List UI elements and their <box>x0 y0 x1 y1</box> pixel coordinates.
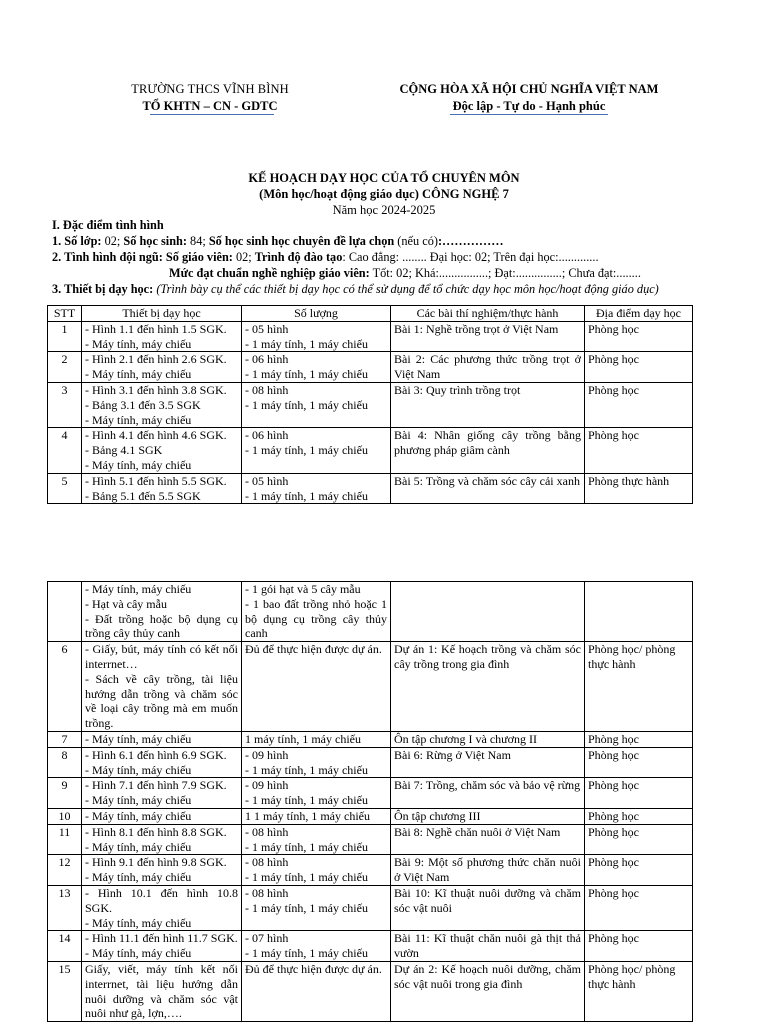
department-name: TỔ KHTN – CN - GDTC <box>142 99 278 113</box>
equipment-line: - Máy tính, máy chiếu <box>85 367 192 382</box>
table-row <box>48 382 693 427</box>
school-header <box>110 81 310 115</box>
equipment-line: - Hình 1.1 đến hình 1.5 SGK. <box>85 321 227 336</box>
cell-quantity <box>242 642 391 732</box>
cell-quantity <box>242 824 391 855</box>
national-header <box>383 81 675 115</box>
class-count-label: 1. Số lớp: <box>52 234 102 248</box>
cell-lesson: Bài 5: Trồng và chăm sóc cây cải xanh <box>391 473 585 504</box>
teacher-count-value: 02; <box>232 250 255 264</box>
cell-quantity <box>242 808 391 824</box>
equipment-line: - Hình 4.1 đến hình 4.6 SGK. <box>85 428 227 443</box>
cell-quantity <box>242 473 391 504</box>
equipment-note: (Trình bày cụ thể các thiết bị dạy học có thể sử dụng để tổ chức dạy học môn học/hoạt động giáo dục) <box>153 282 659 296</box>
cell-equipment <box>82 731 242 747</box>
cell-location: Phòng học <box>585 931 693 962</box>
cell-lesson: Bài 7: Trồng, chăm sóc và bảo vệ rừng <box>391 778 585 809</box>
table-row <box>48 824 693 855</box>
cell-equipment <box>82 808 242 824</box>
quantity-line: Đủ để thực hiện được dự án. <box>245 961 382 976</box>
table-row <box>48 931 693 962</box>
special-students-label: Số học sinh học chuyên đề lựa chọn <box>208 234 395 248</box>
cell-stt: 11 <box>48 824 82 855</box>
cell-lesson: Dự án 1: Kế hoạch trồng và chăm sóc cây trồng trong gia đình <box>391 642 585 732</box>
cell-stt: 10 <box>48 808 82 824</box>
equipment-line: - Bảng 5.1 đến 5.5 SGK <box>85 488 201 503</box>
cell-equipment <box>82 642 242 732</box>
degree-label: Trình độ đào tạo <box>254 250 343 264</box>
cell-stt: 2 <box>48 352 82 383</box>
quantity-line: - 1 máy tính, 1 máy chiếu <box>245 367 368 382</box>
quantity-line: - 08 hình <box>245 824 289 839</box>
cell-quantity <box>242 961 391 1021</box>
teacher-count-label: Số giáo viên: <box>162 250 233 264</box>
cell-equipment <box>82 321 242 352</box>
cell-stt: 4 <box>48 428 82 473</box>
quantity-line: - 07 hình <box>245 931 289 946</box>
equipment-line: - Hình 2.1 đến hình 2.6 SGK. <box>85 352 227 367</box>
quantity-line: - 1 máy tính, 1 máy chiếu <box>245 488 368 503</box>
equipment-line: - Hình 3.1 đến hình 3.8 SGK. <box>85 382 227 397</box>
cell-stt: 13 <box>48 885 82 930</box>
cell-equipment <box>82 931 242 962</box>
equipment-line: - Bảng 3.1 đến 3.5 SGK <box>85 397 201 412</box>
cell-location: Phòng học <box>585 808 693 824</box>
equipment-line: - Máy tính, máy chiếu <box>85 870 192 885</box>
national-motto: Độc lập - Tự do - Hạnh phúc <box>452 99 606 113</box>
cell-equipment <box>82 747 242 778</box>
quantity-line: - 08 hình <box>245 382 289 397</box>
department-underline <box>150 114 274 115</box>
col-header-equipment: Thiết bị dạy học <box>82 306 242 322</box>
cell-equipment <box>82 961 242 1021</box>
equipment-line: - Máy tính, máy chiếu <box>85 336 192 351</box>
table-row <box>48 961 693 1021</box>
school-year: Năm học 2024-2025 <box>332 203 436 217</box>
cell-equipment <box>82 352 242 383</box>
col-header-location: Địa điểm dạy học <box>585 306 693 322</box>
special-students-value: :…………… <box>437 234 504 248</box>
col-header-stt: STT <box>48 306 82 322</box>
quantity-line: Đủ để thực hiện được dự án. <box>245 642 382 657</box>
standard-level-label: Mức đạt chuẩn nghề nghiệp giáo viên: <box>169 266 370 280</box>
cell-stt: 8 <box>48 747 82 778</box>
equipment-line: - Máy tính, máy chiếu <box>85 762 192 777</box>
cell-stt: 14 <box>48 931 82 962</box>
quantity-line: - 1 bao đất trồng nhỏ hoặc 1 bộ dụng cụ trồng cây thủy canh <box>245 596 387 641</box>
special-students-note: (nếu có) <box>394 234 438 248</box>
equipment-line: - Máy tính, máy chiếu <box>85 582 192 596</box>
cell-location: Phòng học <box>585 382 693 427</box>
table-row <box>48 747 693 778</box>
col-header-quantity: Số lượng <box>242 306 391 322</box>
quantity-line: - 1 máy tính, 1 máy chiếu <box>245 443 368 458</box>
equipment-line: - Máy tính, máy chiếu <box>85 731 192 746</box>
quantity-line: 1 máy tính, 1 máy chiếu <box>245 731 361 746</box>
quantity-line: - 1 máy tính, 1 máy chiếu <box>245 762 368 777</box>
equipment-line: - Máy tính, máy chiếu <box>85 915 192 930</box>
equipment-info-line <box>52 281 742 297</box>
cell-lesson: Bài 11: Kĩ thuật chăn nuôi gà thịt thả vườn <box>391 931 585 962</box>
class-info-line <box>52 233 742 249</box>
equipment-line: - Đất trồng hoặc bộ dụng cụ trồng cây thủy canh <box>85 611 238 641</box>
quantity-line: - 05 hình <box>245 321 289 336</box>
cell-stt: 5 <box>48 473 82 504</box>
equipment-line: - Bảng 4.1 SGK <box>85 443 163 458</box>
section-heading: I. Đặc điểm tình hình <box>52 218 164 232</box>
cell-quantity <box>242 931 391 962</box>
cell-stt: 12 <box>48 855 82 886</box>
cell-lesson <box>391 582 585 642</box>
table-row <box>48 731 693 747</box>
cell-quantity <box>242 382 391 427</box>
quantity-line: - 1 máy tính, 1 máy chiếu <box>245 336 368 351</box>
quantity-line: - 05 hình <box>245 473 289 488</box>
equipment-line: - Máy tính, máy chiếu <box>85 793 192 808</box>
motto-underline <box>450 114 608 115</box>
equipment-line: - Máy tính, máy chiếu <box>85 412 192 427</box>
cell-equipment <box>82 885 242 930</box>
cell-lesson: Bài 2: Các phương thức trồng trọt ở Việt Nam <box>391 352 585 383</box>
cell-equipment <box>82 473 242 504</box>
quantity-line: - 1 máy tính, 1 máy chiếu <box>245 870 368 885</box>
document-subject: (Môn học/hoạt động giáo dục) CÔNG NGHỆ 7 <box>259 187 509 201</box>
equipment-table-continued <box>47 581 693 1022</box>
table-row <box>48 352 693 383</box>
cell-lesson: Bài 4: Nhân giống cây trồng bằng phương pháp giâm cành <box>391 428 585 473</box>
equipment-line: - Hạt và cây mẫu <box>85 596 167 611</box>
equipment-line: - Hình 6.1 đến hình 6.9 SGK. <box>85 747 227 762</box>
cell-lesson: Dự án 2: Kế hoạch nuôi dưỡng, chăm sóc vật nuôi trong gia đình <box>391 961 585 1021</box>
cell-location: Phòng học/ phòng thực hành <box>585 961 693 1021</box>
quantity-line: - 06 hình <box>245 352 289 367</box>
cell-location <box>585 582 693 642</box>
cell-stt <box>48 582 82 642</box>
quantity-line: - 1 máy tính, 1 máy chiếu <box>245 946 368 961</box>
cell-location: Phòng học <box>585 778 693 809</box>
cell-stt: 1 <box>48 321 82 352</box>
equipment-line: - Hình 10.1 đến hình 10.8 SGK. <box>85 885 238 915</box>
quantity-line: - 1 máy tính, 1 máy chiếu <box>245 900 368 915</box>
equipment-line: - Hình 8.1 đến hình 8.8 SGK. <box>85 824 227 839</box>
table-header-row <box>48 306 693 322</box>
class-count-value: 02; <box>101 234 124 248</box>
cell-equipment <box>82 582 242 642</box>
cell-equipment <box>82 778 242 809</box>
cell-location: Phòng học <box>585 885 693 930</box>
table-row <box>48 855 693 886</box>
cell-quantity <box>242 582 391 642</box>
cell-lesson: Bài 9: Một số phương thức chăn nuôi ở Việt Nam <box>391 855 585 886</box>
equipment-line: - Sách về cây trồng, tài liệu hướng dẫn trồng và chăm sóc về loại cây trồng mà em muốn trồng. <box>85 671 238 731</box>
table-row <box>48 428 693 473</box>
equipment-line: - Máy tính, máy chiếu <box>85 946 192 961</box>
quantity-line: - 06 hình <box>245 428 289 443</box>
cell-stt: 3 <box>48 382 82 427</box>
quantity-line: - 1 máy tính, 1 máy chiếu <box>245 397 368 412</box>
equipment-line: Giấy, viết, máy tính kết nối interrnet, tài liệu hướng dẫn nuôi dưỡng và chăm sóc vật nuôi như gà, lợn,…. <box>85 961 238 1021</box>
equipment-line: - Giấy, bút, máy tính có kết nối interrnet… <box>85 642 238 671</box>
cell-lesson: Bài 8: Nghề chăn nuôi ở Việt Nam <box>391 824 585 855</box>
cell-lesson: Ôn tập chương I và chương II <box>391 731 585 747</box>
cell-quantity <box>242 731 391 747</box>
cell-location: Phòng học <box>585 731 693 747</box>
equipment-label: 3. Thiết bị dạy học: <box>52 282 154 296</box>
cell-lesson: Bài 10: Kĩ thuật nuôi dưỡng và chăm sóc vật nuôi <box>391 885 585 930</box>
equipment-line: - Hình 7.1 đến hình 7.9 SGK. <box>85 778 227 793</box>
cell-stt: 15 <box>48 961 82 1021</box>
table-row <box>48 321 693 352</box>
table-row <box>48 778 693 809</box>
standard-level-value: Tốt: 02; Khá:................; Đạt:...............; Chưa đạt:........ <box>369 266 641 280</box>
equipment-line: - Máy tính, máy chiếu <box>85 808 192 823</box>
cell-location: Phòng học <box>585 428 693 473</box>
equipment-line: - Máy tính, máy chiếu <box>85 839 192 854</box>
equipment-line: - Hình 5.1 đến hình 5.5 SGK. <box>85 473 227 488</box>
cell-equipment <box>82 382 242 427</box>
student-count-value: 84; <box>186 234 209 248</box>
equipment-line: - Hình 11.1 đến hình 11.7 SGK. <box>85 931 238 946</box>
situation-section <box>52 217 742 297</box>
quantity-line: - 08 hình <box>245 855 289 870</box>
table-row <box>48 885 693 930</box>
cell-quantity <box>242 855 391 886</box>
table-row <box>48 642 693 732</box>
table-row <box>48 473 693 504</box>
equipment-line: - Máy tính, máy chiếu <box>85 457 192 472</box>
cell-equipment <box>82 855 242 886</box>
cell-location: Phòng học <box>585 747 693 778</box>
cell-location: Phòng thực hành <box>585 473 693 504</box>
school-name: TRƯỜNG THCS VĨNH BÌNH <box>131 82 289 96</box>
equipment-table <box>47 305 693 504</box>
country-name: CỘNG HÒA XÃ HỘI CHỦ NGHĨA VIỆT NAM <box>399 82 659 96</box>
cell-stt: 9 <box>48 778 82 809</box>
quantity-line: - 1 gói hạt và 5 cây mẫu <box>245 582 361 596</box>
cell-location: Phòng học <box>585 855 693 886</box>
cell-quantity <box>242 747 391 778</box>
cell-location: Phòng học/ phòng thực hành <box>585 642 693 732</box>
cell-stt: 7 <box>48 731 82 747</box>
table-body-page2 <box>48 582 693 1022</box>
cell-quantity <box>242 885 391 930</box>
student-count-label: Số học sinh: <box>123 234 187 248</box>
cell-quantity <box>242 352 391 383</box>
cell-lesson: Bài 1: Nghề trồng trọt ở Việt Nam <box>391 321 585 352</box>
standard-level-line <box>52 265 742 281</box>
degree-value: : Cao đẳng: ........ Đại học: 02; Trên đại học:............. <box>342 250 599 264</box>
table-row <box>48 808 693 824</box>
quantity-line: - 09 hình <box>245 778 289 793</box>
quantity-line: - 09 hình <box>245 747 289 762</box>
equipment-line: - Hình 9.1 đến hình 9.8 SGK. <box>85 855 227 870</box>
quantity-line: - 08 hình <box>245 885 289 900</box>
cell-lesson: Ôn tập chương III <box>391 808 585 824</box>
quantity-line: - 1 máy tính, 1 máy chiếu <box>245 793 368 808</box>
cell-quantity <box>242 778 391 809</box>
document-title: KẾ HOẠCH DẠY HỌC CỦA TỔ CHUYÊN MÔN <box>248 171 520 185</box>
cell-lesson: Bài 6: Rừng ở Việt Nam <box>391 747 585 778</box>
cell-location: Phòng học <box>585 352 693 383</box>
cell-stt: 6 <box>48 642 82 732</box>
cell-location: Phòng học <box>585 321 693 352</box>
cell-equipment <box>82 824 242 855</box>
cell-quantity <box>242 428 391 473</box>
table-row <box>48 582 693 642</box>
cell-lesson: Bài 3: Quy trình trồng trọt <box>391 382 585 427</box>
table-body-page1 <box>48 321 693 504</box>
col-header-lesson: Các bài thí nghiệm/thực hành <box>391 306 585 322</box>
cell-equipment <box>82 428 242 473</box>
staff-info-line <box>52 249 742 265</box>
quantity-line: - 1 máy tính, 1 máy chiếu <box>245 839 368 854</box>
quantity-line: 1 1 máy tính, 1 máy chiếu <box>245 808 370 823</box>
document-title-block <box>0 170 768 218</box>
cell-quantity <box>242 321 391 352</box>
cell-location: Phòng học <box>585 824 693 855</box>
staff-label: 2. Tình hình đội ngũ: <box>52 250 163 264</box>
